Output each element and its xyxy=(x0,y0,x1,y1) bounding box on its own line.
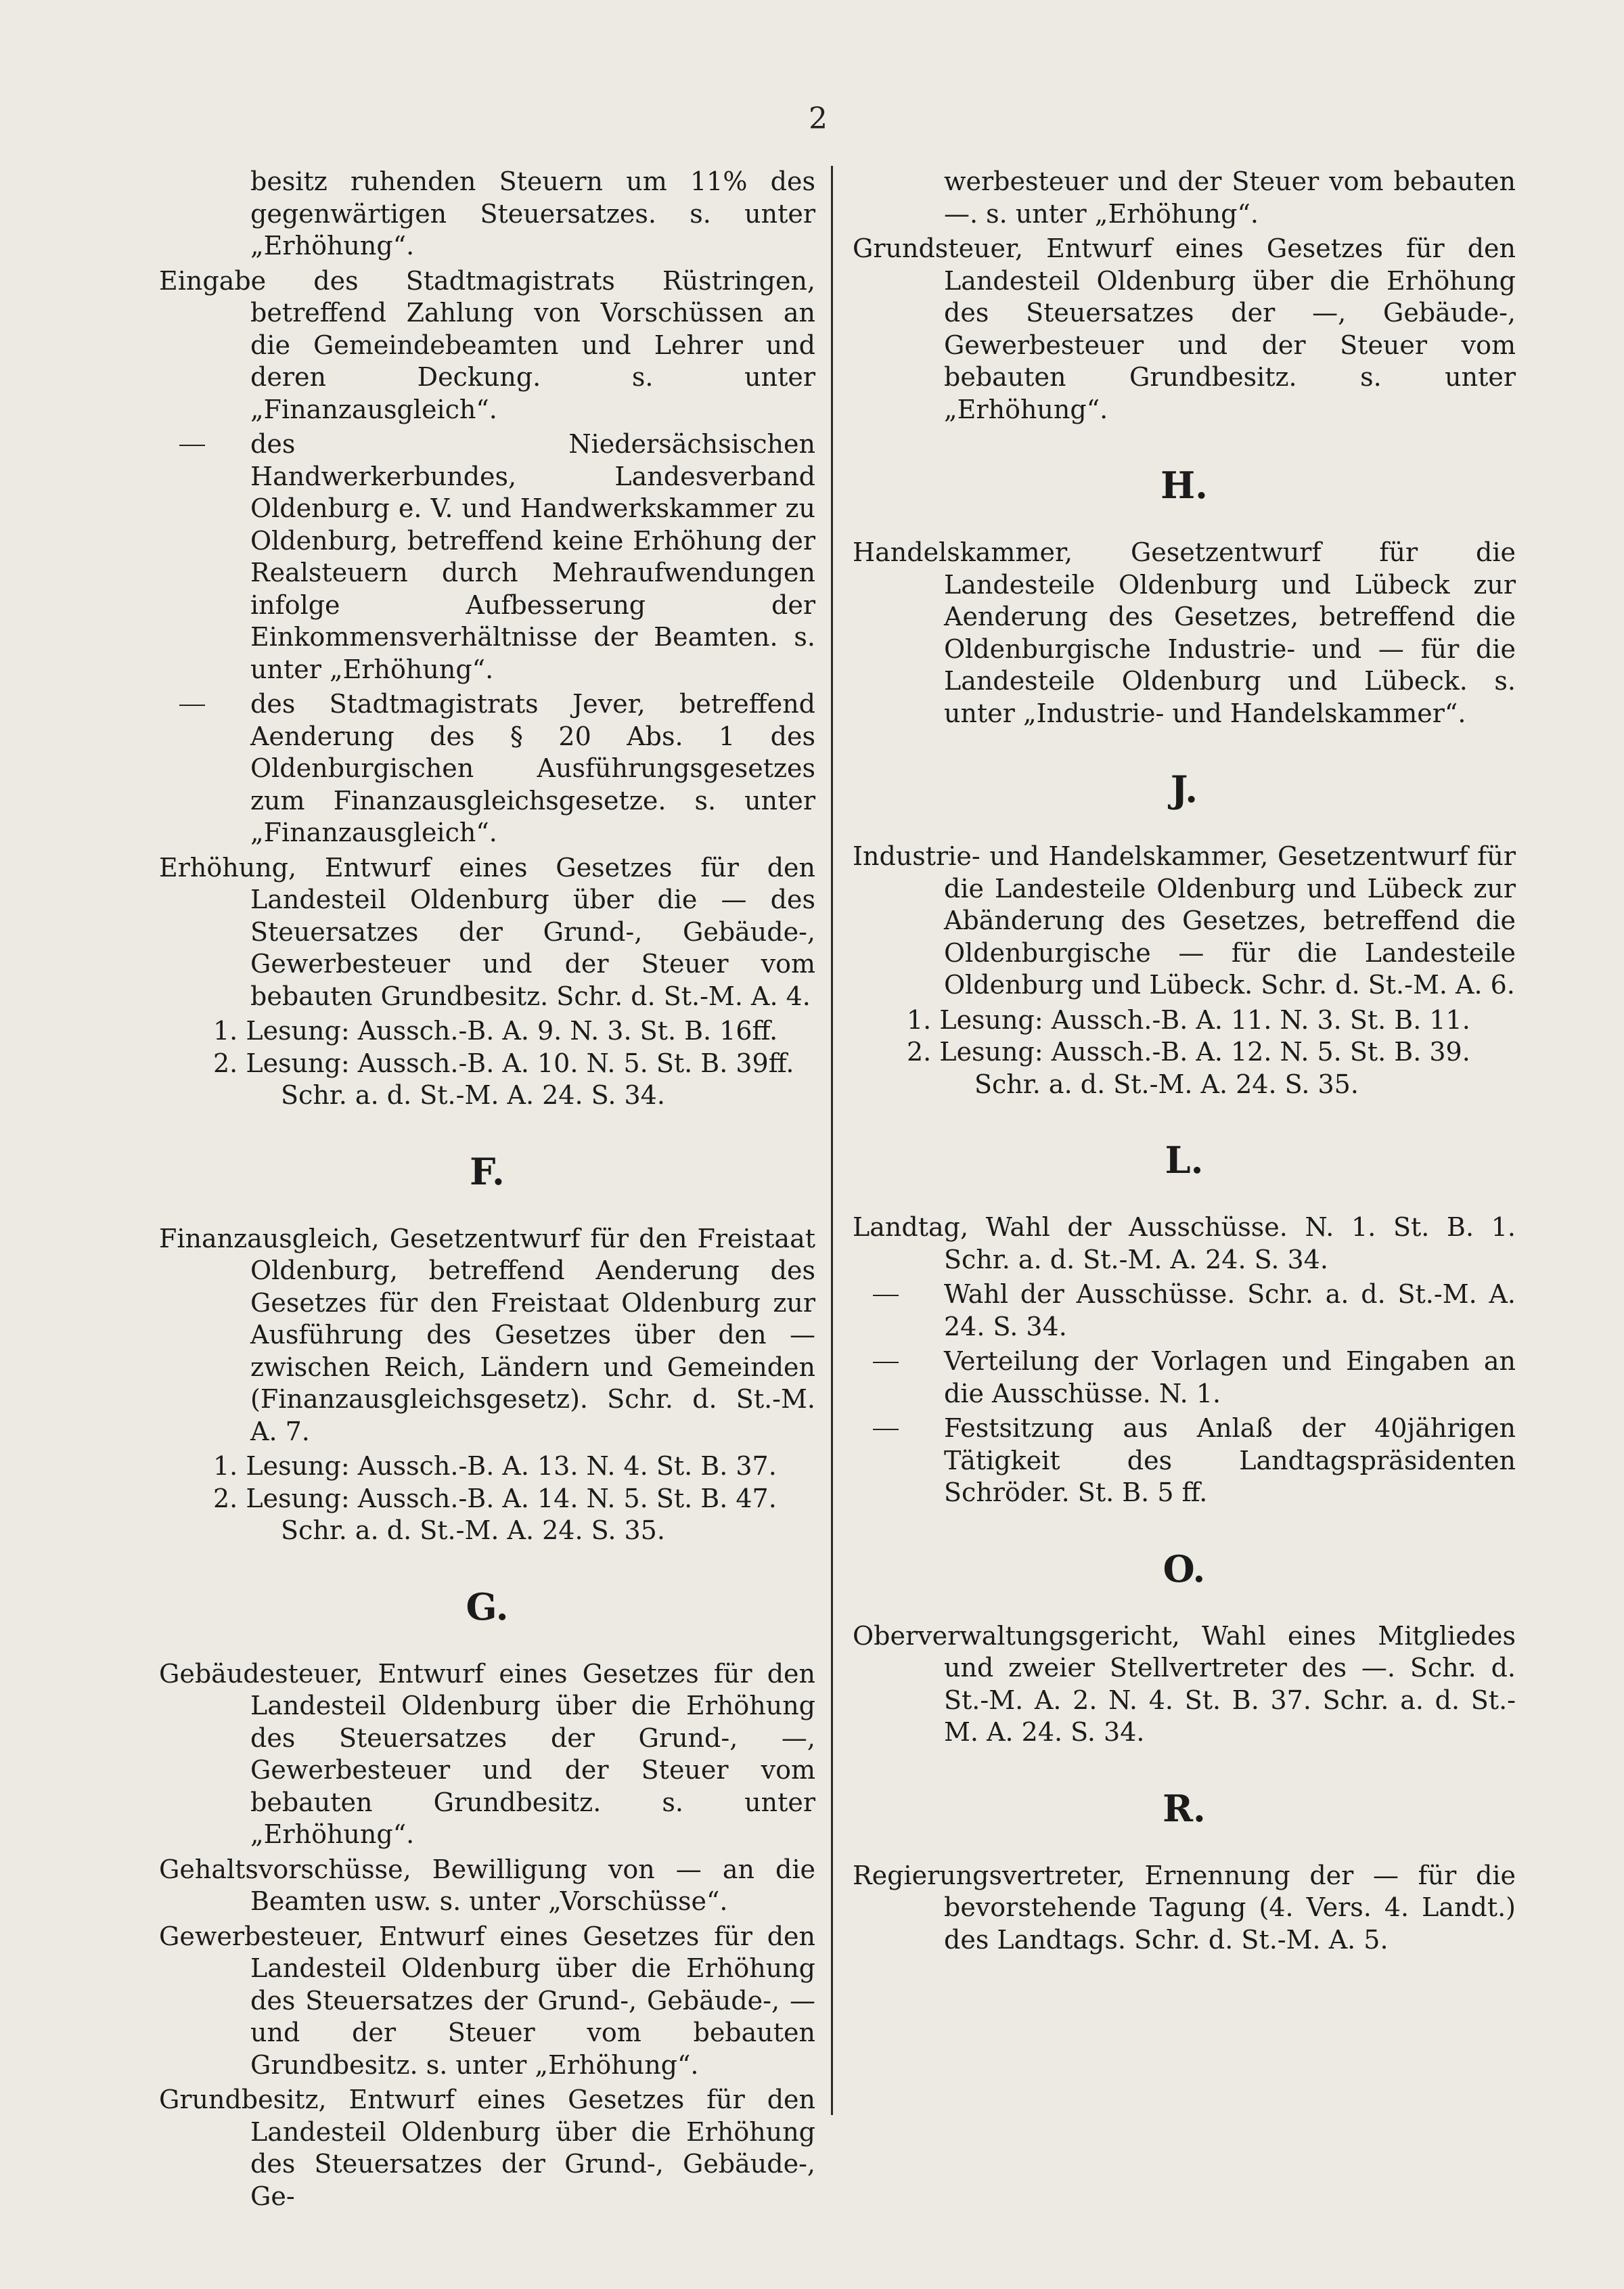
index-subentry-jever: des Stadtmagistrats Jever, betreffend Aenderung des § 20 Abs. 1 des Oldenburgischen Ausführungsgesetzes zum Finanzausgleichsgesetze. s. unter „Finanzausgleich“. xyxy=(159,688,815,849)
index-entry-gehaltsvorschuesse: Gehaltsvorschüsse, Bewilligung von — an die Beamten usw. s. unter „Vorschüsse“. xyxy=(159,1854,815,1916)
index-entry-handelskammer: Handelskammer, Gesetzentwurf für die Landesteile Oldenburg und Lübeck zur Aenderung des Gesetzes, betreffend die Oldenburgische Industrie- und — für die Landesteile Oldenburg und Lübeck. s. unter „Industrie- und Handelskammer“. xyxy=(853,537,1516,728)
section-letter-r: R. xyxy=(1163,1786,1206,1830)
section-letter-l: L. xyxy=(1165,1138,1204,1182)
schrift-reference: Schr. a. d. St.-M. A. 24. S. 35. xyxy=(974,1069,1359,1099)
column-divider xyxy=(831,166,833,2115)
index-entry-grundbesitz: Grundbesitz, Entwurf eines Gesetzes für den Landesteil Oldenburg über die Erhöhung des Steuersatzes der Grund-, Gebäude-, Ge- xyxy=(159,2085,815,2211)
index-entry-eingabe: Eingabe des Stadtmagistrats Rüstringen, betreffend Zahlung von Vorschüssen an die Gemeindebeamten und Lehrer und deren Deckung. s. unter „Finanzausgleich“. xyxy=(159,265,815,424)
index-entry-landtag: Landtag, Wahl der Ausschüsse. N. 1. St. B. 1. Schr. a. d. St.-M. A. 24. S. 34. xyxy=(853,1212,1516,1274)
section-letter-h: H. xyxy=(1160,464,1208,507)
lesung-line: 2. Lesung: Aussch.-B. A. 14. N. 5. St. B. 47. xyxy=(213,1483,777,1513)
lesung-line: 2. Lesung: Aussch.-B. A. 12. N. 5. St. B. 39. xyxy=(907,1037,1470,1067)
schrift-reference: Schr. a. d. St.-M. A. 24. S. 34. xyxy=(281,1080,665,1110)
index-entry-continuation: werbesteuer und der Steuer vom bebauten —. s. unter „Erhöhung“. xyxy=(944,166,1516,229)
schrift-reference: Schr. a. d. St.-M. A. 24. S. 35. xyxy=(281,1515,665,1545)
index-entry-gewerbesteuer: Gewerbesteuer, Entwurf eines Gesetzes für den Landesteil Oldenburg über die Erhöhung des Steuersatzes der Grund-, Gebäude-, — und der Steuer vom bebauten Grundbesitz. s. unter „Erhöhung“. xyxy=(159,1921,815,2080)
dash-mark xyxy=(873,1346,920,1363)
lesung-line: 1. Lesung: Aussch.-B. A. 11. N. 3. St. B. 11. xyxy=(907,1004,1470,1035)
section-letter-f: F. xyxy=(470,1149,505,1193)
index-subentry-wahl: Wahl der Ausschüsse. Schr. a. d. St.-M. A. 24. S. 34. xyxy=(853,1279,1516,1343)
right-column xyxy=(853,166,1516,1959)
lesung-line: 1. Lesung: Aussch.-B. A. 9. N. 3. St. B. 16ff. xyxy=(213,1016,778,1046)
dash-mark xyxy=(179,688,227,706)
index-subentry-handwerkerbund: des Niedersächsischen Handwerkerbundes, Landesverband Oldenburg e. V. und Handwerkskammer zu Oldenburg, betreffend keine Erhöhung der Realsteuern durch Mehraufwendungen infolge Aufbesserung der Einkommensverhältnisse der Beamten. s. unter „Erhöhung“. xyxy=(159,428,815,686)
section-letter-o: O. xyxy=(1163,1547,1206,1591)
dash-mark xyxy=(873,1279,920,1296)
index-entry-gebaeudesteuer: Gebäudesteuer, Entwurf eines Gesetzes für den Landesteil Oldenburg über die Erhöhung des Steuersatzes der Grund-, —, Gewerbesteuer und der Steuer vom bebauten Grundbesitz. s. unter „Erhöhung“. xyxy=(159,1658,815,1849)
page-number: 2 xyxy=(809,102,828,136)
index-entry-industrie: Industrie- und Handelskammer, Gesetzentwurf für die Landesteile Oldenburg und Lübeck zur Abänderung des Gesetzes, betreffend die Oldenburgische — für die Landesteile Oldenburg und Lübeck. Schr. d. St.-M. A. 6. xyxy=(853,841,1516,1000)
section-letter-j: J. xyxy=(1170,768,1198,811)
index-entry-erhoehung: Erhöhung, Entwurf eines Gesetzes für den Landesteil Oldenburg über die — des Steuersatzes der Grund-, Gebäude-, Gewerbesteuer und der Steuer vom bebauten Grundbesitz. Schr. d. St.-M. A. 4. xyxy=(159,852,815,1011)
section-letter-g: G. xyxy=(466,1584,509,1628)
dash-mark xyxy=(873,1413,920,1430)
index-entry-continuation: besitz ruhenden Steuern um 11% des gegenwärtigen Steuersatzes. s. unter „Erhöhung“. xyxy=(250,166,815,261)
lesung-line: 2. Lesung: Aussch.-B. A. 10. N. 5. St. B. 39ff. xyxy=(213,1048,794,1078)
index-subentry-festsitzung: Festsitzung aus Anlaß der 40jährigen Tätigkeit des Landtagspräsidenten Schröder. St. B. 5 ff. xyxy=(853,1413,1516,1509)
index-entry-finanzausgleich: Finanzausgleich, Gesetzentwurf für den Freistaat Oldenburg, betreffend Aenderung des Gesetzes für den Freistaat Oldenburg zur Ausführung des Gesetzes über den — zwischen Reich, Ländern und Gemeinden (Finanzausgleichsgesetz). Schr. d. St.-M. A. 7. xyxy=(159,1223,815,1446)
index-entry-regierungsvertreter: Regierungsvertreter, Ernennung der — für die bevorstehende Tagung (4. Vers. 4. Landt.) des Landtags. Schr. d. St.-M. A. 5. xyxy=(853,1860,1516,1955)
left-column xyxy=(159,166,815,2215)
index-subentry-verteilung: Verteilung der Vorlagen und Eingaben an die Ausschüsse. N. 1. xyxy=(853,1346,1516,1410)
dash-mark xyxy=(179,428,227,446)
index-entry-oberverwaltungsgericht: Oberverwaltungsgericht, Wahl eines Mitgliedes und zweier Stellvertreter des —. Schr. d. St.-M. A. 2. N. 4. St. B. 37. Schr. a. d. St.-M. A. 24. S. 34. xyxy=(853,1620,1516,1747)
index-entry-grundsteuer: Grundsteuer, Entwurf eines Gesetzes für den Landesteil Oldenburg über die Erhöhung des Steuersatzes der —, Gebäude-, Gewerbesteuer und der Steuer vom bebauten Grundbesitz. s. unter „Erhöhung“. xyxy=(853,234,1516,424)
lesung-line: 1. Lesung: Aussch.-B. A. 13. N. 4. St. B. 37. xyxy=(213,1451,777,1481)
